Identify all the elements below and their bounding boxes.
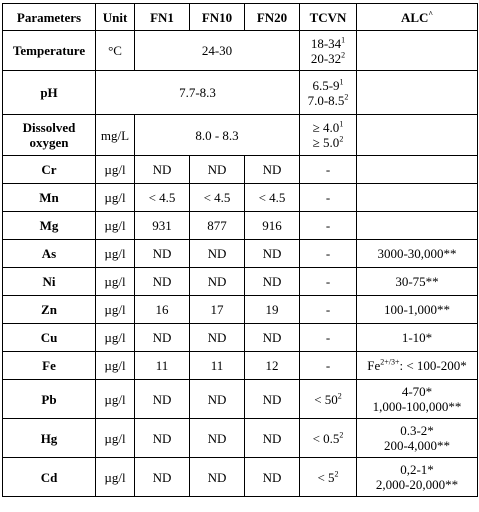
fn1-cell: ND	[135, 268, 190, 296]
unit-cell: µg/l	[96, 268, 135, 296]
tcvn-cell: -	[300, 268, 357, 296]
unit-cell: µg/l	[96, 184, 135, 212]
fn1-cell: 11	[135, 352, 190, 380]
alc-cell	[357, 156, 478, 184]
fn10-cell: ND	[190, 268, 245, 296]
tcvn-cell: < $0.5^2$	[300, 419, 357, 458]
alc-cell: 100-1,000**	[357, 296, 478, 324]
fn10-cell: 11	[190, 352, 245, 380]
alc-cell: 4-70* 1,000-100,000**	[357, 380, 478, 419]
fn20-cell: ND	[245, 419, 300, 458]
fn10-cell: 17	[190, 296, 245, 324]
header-alc: ALC^	[357, 4, 478, 31]
param-dissolved-oxygen: Dissolved oxygen	[3, 115, 96, 156]
alc-cell	[357, 212, 478, 240]
unit-cell: mg/L	[96, 115, 135, 156]
table-row	[3, 184, 478, 212]
fn10-cell: < 4.5	[190, 184, 245, 212]
fn20-cell: ND	[245, 240, 300, 268]
table-row	[3, 458, 478, 497]
tcvn-cell: -	[300, 156, 357, 184]
param-as: As	[3, 240, 96, 268]
fn1-cell: ND	[135, 240, 190, 268]
fn20-cell: 916	[245, 212, 300, 240]
fn10-cell: ND	[190, 380, 245, 419]
header-tcvn: TCVN	[300, 4, 357, 31]
param-pb: Pb	[3, 380, 96, 419]
fn20-cell: ND	[245, 380, 300, 419]
table-row	[3, 212, 478, 240]
fn-range-cell: 8.0 - 8.3	[135, 115, 300, 156]
water-quality-table	[2, 3, 478, 497]
fn20-cell: < 4.5	[245, 184, 300, 212]
unit-cell: µg/l	[96, 156, 135, 184]
fn1-cell: 931	[135, 212, 190, 240]
fn10-cell: ND	[190, 458, 245, 497]
table-row	[3, 268, 478, 296]
header-alc-mark: ^	[428, 9, 434, 19]
header-row	[3, 4, 478, 31]
unit-cell: µg/l	[96, 240, 135, 268]
fn1-cell: 16	[135, 296, 190, 324]
tcvn-cell: -	[300, 296, 357, 324]
unit-cell: µg/l	[96, 458, 135, 497]
table-row	[3, 352, 478, 380]
fn20-cell: ND	[245, 458, 300, 497]
fn10-cell: ND	[190, 156, 245, 184]
alc-cell: 1-10*	[357, 324, 478, 352]
param-hg: Hg	[3, 419, 96, 458]
param-cu: Cu	[3, 324, 96, 352]
fn10-cell: ND	[190, 419, 245, 458]
header-fn20: FN20	[245, 4, 300, 31]
header-unit: Unit	[96, 4, 135, 31]
alc-cell	[357, 31, 478, 71]
table-row	[3, 156, 478, 184]
fn20-cell: ND	[245, 268, 300, 296]
alc-cell	[357, 115, 478, 156]
param-fe: Fe	[3, 352, 96, 380]
tcvn-cell: < $5^2$	[300, 458, 357, 497]
unit-cell: °C	[96, 31, 135, 71]
param-cd: Cd	[3, 458, 96, 497]
tcvn-cell: -	[300, 324, 357, 352]
alc-cell: 3000-30,000**	[357, 240, 478, 268]
unit-cell: µg/l	[96, 212, 135, 240]
fn1-cell: ND	[135, 156, 190, 184]
table-row	[3, 419, 478, 458]
tcvn-cell: -	[300, 352, 357, 380]
fn-range-cell: 7.7-8.3	[96, 71, 300, 115]
table-row	[3, 71, 478, 115]
param-mg: Mg	[3, 212, 96, 240]
table-row	[3, 115, 478, 156]
alc-cell: $Fe^{2+/3+}$: < 100-200*	[357, 352, 478, 380]
tcvn-cell: < $50^2$	[300, 380, 357, 419]
fn1-cell: ND	[135, 419, 190, 458]
tcvn-cell: -	[300, 240, 357, 268]
unit-cell: µg/l	[96, 419, 135, 458]
fn10-cell: ND	[190, 240, 245, 268]
param-ni: Ni	[3, 268, 96, 296]
alc-cell: 0.3-2* 200-4,000**	[357, 419, 478, 458]
fn20-cell: 19	[245, 296, 300, 324]
table-row	[3, 324, 478, 352]
tcvn-cell: -	[300, 212, 357, 240]
table-row	[3, 380, 478, 419]
param-ph: pH	[3, 71, 96, 115]
unit-cell: µg/l	[96, 352, 135, 380]
header-fn10: FN10	[190, 4, 245, 31]
tcvn-cell: -	[300, 184, 357, 212]
fn-range-cell: 24-30	[135, 31, 300, 71]
table-row	[3, 240, 478, 268]
alc-cell: 0,2-1* 2,000-20,000**	[357, 458, 478, 497]
fn20-cell: 12	[245, 352, 300, 380]
param-zn: Zn	[3, 296, 96, 324]
unit-cell: µg/l	[96, 296, 135, 324]
alc-cell: 30-75**	[357, 268, 478, 296]
alc-cell	[357, 71, 478, 115]
table-row	[3, 296, 478, 324]
fn1-cell: < 4.5	[135, 184, 190, 212]
alc-cell	[357, 184, 478, 212]
fn1-cell: ND	[135, 458, 190, 497]
tcvn-cell: $18-34^1$ $20-32^2$	[300, 31, 357, 71]
param-temperature: Temperature	[3, 31, 96, 71]
fn10-cell: ND	[190, 324, 245, 352]
fn1-cell: ND	[135, 324, 190, 352]
fn10-cell: 877	[190, 212, 245, 240]
fn20-cell: ND	[245, 324, 300, 352]
fn20-cell: ND	[245, 156, 300, 184]
unit-cell: µg/l	[96, 380, 135, 419]
param-mn: Mn	[3, 184, 96, 212]
table-row	[3, 31, 478, 71]
tcvn-cell: $6.5-9^1$ $7.0-8.5^2$	[300, 71, 357, 115]
unit-cell: µg/l	[96, 324, 135, 352]
header-parameters: Parameters	[3, 4, 96, 31]
tcvn-cell: ≥ $4.0^1$ ≥ $5.0^2$	[300, 115, 357, 156]
header-fn1: FN1	[135, 4, 190, 31]
param-cr: Cr	[3, 156, 96, 184]
fn1-cell: ND	[135, 380, 190, 419]
